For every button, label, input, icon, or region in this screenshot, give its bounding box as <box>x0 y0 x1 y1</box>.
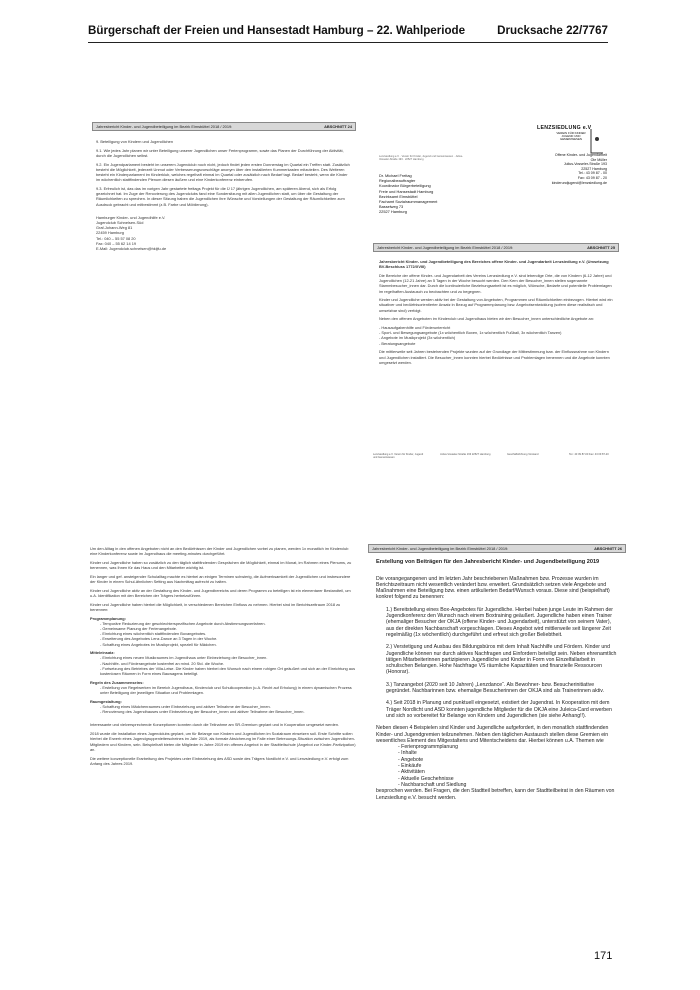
section-bar <box>92 122 356 131</box>
section-body <box>88 139 360 251</box>
list-item: - Einrichtung eines wöchentlich stattfindenden Boxangebotes. <box>100 631 356 636</box>
address-line: 22527 Hamburg <box>379 209 407 215</box>
recipient-address <box>379 173 437 215</box>
list-item: - Angebote <box>398 757 618 763</box>
paragraph: 9. Beteiligung von Kindern und Jugendlichen <box>96 139 174 144</box>
paragraph: 2018 wurde die Installation eines Jugendclubs geplant, um für Belange von Kindern und Jugendlichen im Sozialraum einsetzen soll. Erste Schritte sollen hierbei die Erwerb eines Jugendgruppenleiterscheines im Jahr 2019, als formale Absicherung im Falle einer Betreuungs-Situation zwischen Jugendlichen-Mitgliedern und Kindern, sein. Beispielhaft bieten die Mitglieder in Jahre 2019 ein offenes Angebot in der Stadtteilschule (Angebot zur Kinder-Partizipation) an. <box>90 731 356 752</box>
subsection-title: Mitteleinsatz: <box>90 650 115 656</box>
offer-list <box>379 325 615 346</box>
list-item: - Aktuelle Geschehnisse <box>398 776 618 782</box>
list-item: 2.) Verstetigung und Ausbau des Bildungsbüros mit dem Inhalt Nachhilfe und Fördern. Kinder und Jugendliche können nur durch aktives Nachfragen und Einfordern beteiligt sein. Neben ehrenamtlich tätigen Mitarbeiterinnen partizipieren Jugendliche und Kinder in Form von Einzelfallarbeit in schulischen Belangen. Hohe Nachfrage VS räumliche Kapazitäten und finanzielle Ressourcen (Honorar). <box>386 644 617 676</box>
list-item: - Einkäufe <box>398 763 618 769</box>
sign-line: Fax: 040 – 55 62 14 19 <box>96 240 137 246</box>
section-bar-title: Jahresbericht Kinder- und Jugendbeteiligung im Bezirk Eimsbüttel 2018 / 2019: <box>96 124 233 129</box>
header-rule <box>88 42 608 43</box>
sign-line: E-Mail: Jugendclub.schnelsen@hkijfu.de <box>96 245 167 251</box>
logo-sub-line: JUGEND UND <box>561 134 581 139</box>
scan-section-25-continued <box>88 546 358 950</box>
numbered-list <box>376 607 618 719</box>
topic-list <box>376 744 618 788</box>
logo-sub-line: GEMEINWESEN <box>559 137 582 142</box>
section-body <box>379 259 615 368</box>
scan-section-25 <box>365 125 623 425</box>
list-item: - Ferienprogrammplanung <box>398 744 618 750</box>
page-header <box>88 24 608 42</box>
paragraph: Kinder und Jugendliche haben so zusätzlich zu den täglich stattfindenden Gesprächen die Möglichkeit, einmal im Monat, im Rahmen eines Plenums, zu benennen, was Ihnen für das Haus und den Mitarbeiter wichtig ist. <box>90 559 352 571</box>
bullet-list <box>90 704 356 714</box>
section-bar-title: Jahresbericht Kinder- und Jugendbeteiligung im Bezirk Eimsbüttel 2018 / 2019: <box>372 546 509 551</box>
bullet-list <box>90 685 356 695</box>
address-line: Basselweg 73 <box>379 204 404 210</box>
list-item: - Einrichtung eines neuen Musikraumes im Jugendhaus unter Einbeziehung der Besucher_innen. <box>100 655 356 660</box>
list-item: - Fortsetzung des Betriebes der Villa-Leise. Die Kinder haben hierbei den Wunsch nach einem ruhigen Ort geäußert und sich an der Einrichtung aus kostenlosen Räumen in Form eines Bauwagens beteiligt. <box>100 666 356 676</box>
section-body <box>368 559 626 801</box>
footer-col: Lenzsiedlung e.V. Verein für Kinder, Jugend und Gemeinwesen <box>373 453 424 460</box>
subsection-title: Raumgestaltung: <box>90 698 122 704</box>
address-line: Koordinator Bürgerbeteiligung <box>379 183 431 189</box>
paragraph: Interessante und vielversprechende Konzeptionen konnten durch die Teilnahme am SR-Gremium geplant und in Kooperation umgesetzt werden. <box>90 722 340 728</box>
address-line: Bezirksamt Eimsbüttel <box>379 193 418 199</box>
list-item: - Aktivitäten <box>398 769 618 775</box>
section-bar-title: Jahresbericht Kinder- und Jugendbeteiligung im Bezirk Eimsbüttel 2018 / 2019: <box>377 245 514 250</box>
address-line: Fachamt Sozialraummanagement <box>379 199 438 205</box>
letter-footer <box>373 453 619 477</box>
footer-col: Julius-Vosseler-Straße 193 22527 Hamburg <box>440 453 491 456</box>
letter-heading: Jahresbericht Kinder- und Jugendbeteiligung des Bereiches offene Kinder- und Jugendarbeit Lenzsiedlung e.V. (Umsetzung BV-Beschluss 1772/XVIII) <box>379 259 609 270</box>
section-number: ABSCHNITT 25 <box>587 245 615 250</box>
list-item: - Schaffung eines Mädchenraumes unter Einbeziehung und aktiver Teilnahme der Besucher_innen. <box>100 704 356 709</box>
bullet-list <box>90 655 356 676</box>
list-item: - Schaffung eines Angebotes im Musikprojekt, speziell für Mädchen. <box>100 642 356 647</box>
sign-line: Graf-Johann-Weg 81 <box>96 225 133 231</box>
contact-line: Offene Kinder- und Jugendarbeit <box>554 153 607 157</box>
paragraph: Neben diesen 4 Beispielen sind Kinder und Jugendliche aufgefordert, in den monatlich stattfindenden Kinder- und Jugendgremien teilzunehmen. Neben den täglichen Austausch stellen diese Gremien ein wesentliches Element des Mitgestaltens und Mitentscheidens dar. Hierbei können u.A. Themen wie <box>376 725 609 744</box>
logo-sub-line: VEREIN FÜR KINDER <box>556 131 586 135</box>
paragraph: Kinder und Jugendliche werden aktiv bei der Gestaltung von Angeboten, Programmen und Räumlichkeiten einbezogen. Hierbei wird ein situativer und bedürfnisorientierter Ansatz in Bezug auf Programmplanung bzw. Angebotsentwicklung (sofern diese realistisch und umsetzbar sind) verfolgt. <box>379 297 613 313</box>
paragraph: Kinder und Jugendliche haben hierbei die Möglichkeit, in verschiedenen Bereichen Einfluss zu nehmen. Hierbei sind im Berichtszeitraum 2018 zu benennen: <box>90 601 341 612</box>
list-item: - Sport- und Bewegungsangebote (1x wöchentlich Boxen, 1x wöchentlich Fußball, 3x wöchentlich Tanzen) <box>379 330 615 335</box>
list-item: - Erweiterung des Angebotes Lenz-Dance an 3 Tagen in der Woche. <box>100 636 356 641</box>
paragraph: Um den Alltag in den offenen Angeboten nicht an den Bedürfnissen der Kinder und Jugendlichen vorbei zu planen, werden 1x monatlich im Kinderclub eine Kinderkonferenz sowie im Jugendhaus die meeting-minutes durchgeführt. <box>90 546 349 557</box>
paragraph: 9.2. Ein Jugendparlament besteht im unserem Jugendclub noch nicht, jedoch findet jeden ersten Donnerstag im Quartal ein Treffen statt. Zusätzlich besteht die Möglichkeit, jederzeit Unmut oder Verbesserungsvorschläge anonym über den installierten Kummerkasten mitzuteilen. Des Weiteren besteht ein Kinderparlament im Kinderklub, welches regelhaft einmal im Quartal oder zusätzlich nach Bedarf tagt. Bedarf besteht, wenn die Kinder im wöchentlich stattfindenden Plenum diesen äußern und eine Kinderkonferenz einberufen. <box>96 161 350 183</box>
sign-line: 22459 Hamburg <box>96 230 124 236</box>
list-item: 4.) Seit 2018 in Planung und punktuell eingesetzt, existiert der Jugendrat. In Kooperation mit dem Träger Nordlicht und ASD konnten jugendliche Mitglieder für die OKJA eine Juleica-Card erwerben und sich so vorbereitet für Belange von Kindern und Jugendlichen (sie siehe Anhang!!). <box>386 700 612 719</box>
section-body <box>88 546 358 766</box>
sign-line: Jugendclub Schnelsen-Süd <box>96 219 144 225</box>
list-item: - Nachbarschaft und Siedlung <box>398 782 618 788</box>
list-item: - Hausaufgabenhilfe und Förderunterricht <box>379 325 615 330</box>
contact-line: Julius-Vosseler-Straße 193 <box>563 162 607 167</box>
paragraph: Die mittlerweile seit Jahren bestehenden Projekte wurden auf der Grundlage der Mitbestimmung bzw. der Einflussnahme von Kindern und Jugendlichen installiert. Die Besucher_innen konnten hierbei Bedürfnisse und Problemlagen benennen und die Angebote konnten umgesetzt werden. <box>379 349 610 365</box>
paragraph: Ein langer und gef. ansteigender Schulalltag machte es hierbei an einigen Terminen schwierig, die Aufmerksamkeit der Jugendlichen und insbesondere der Kinder in einem Schul-ähnlichen Setting aus Nachmittag aufrecht zu halten. <box>90 573 351 585</box>
list-item: - Inhalte <box>398 750 618 756</box>
address-line: Dr. Michael Freitag <box>379 173 412 178</box>
paragraph: Kinder und Jugendliche aktiv an der Gestaltung des Kinder- und Jugendbereichs und deren Programm zu beteiligen ist ein elementarer Bestandteil, um u.A. Identifikation mit den Bereichen der Trägers herbeizuführen. <box>90 587 351 598</box>
paragraph: Die weitere konzeptionelle Erarbeitung des Projektes unter Einbeziehung des ASD sowie des Trägers Nordlicht e.V. und Lenzsiedlung e.V. erfolgt zum Anfang des Jahres 2019. <box>90 755 349 766</box>
footer-col: Tel.: 43 09 87-00 Fax: 43 09 87-20 <box>569 453 609 456</box>
section-number: ABSCHNITT 24 <box>324 124 352 129</box>
sign-line: Hamburger Kinder- und Jugendhilfe e.V. <box>96 214 166 220</box>
list-item: 3.) Tanzangebot (2020 seit 10 Jahren) „Lenzdance“. Als Bewohner- bzw. Besucherinitiative gegründet. Nachbarinnen bzw. ehemalige Besucherinnen der OKJA sind als Trainerinnen aktiv. <box>386 681 604 695</box>
page-number: 171 <box>594 950 613 962</box>
list-item: 1.) Bereitstellung eines Box-Angebotes für Jugendliche. Hierbei haben junge Leute im Rahmen der Jugendkonferenz den Wunsch nach einem Boxtraining geäußert. Jugendliche haben einen Trainer (ehemaliger Besucher der OKJA (offene Kinder- und Jugendarbeit), unterstützt von seinem Vater), aus der direkten Nachbarschaft vorgeschlagen. Dieses Angebot wird mittlerweile seit längerer Zeit regelmäßig (1x wöchentlich) durchgeführt und erfreut sich großer Beliebtheit. <box>386 606 613 638</box>
list-item: - Renovierung des Jugendhauses unter Einbeziehung der Besucher_innen und aktiver Teilnahme der Besucher_innen. <box>100 709 356 714</box>
list-item: - Angebote im Musikprojekt (3x wöchentlich) <box>379 335 615 340</box>
contact-line: kinderundjugend@lenzsiedlung.de <box>551 180 607 185</box>
logo-text: LENZSIEDLUNG e.V <box>537 125 592 131</box>
bullet-list <box>90 621 356 647</box>
contact-line: 22527 Hamburg <box>581 166 607 171</box>
list-item: - Gemeinsame Planung der Ferienangebote. <box>100 626 356 631</box>
paragraph: 9.1. Wie jedes Jahr planen wir unter Beteiligung unserer Jugendlichen unser Ferienprogramm, sowie das Planen der Durchführung der Aktivität, durch die Jugendlichen selbst. <box>96 147 344 158</box>
paragraph: 9.3. Erfreulich ist, das das im vorigen Jahr gestartete freitags Projekt für die Ü 17 jährigen Jugendlichen, am späteren Abend, sich als Erfolg gezeichnet hat. Im Zuge der Renovierung des Jugendclubs fand eine Sondersitzung mit allen Jugendlichen statt, um über die Gestaltung der Räumlichkeiten zu sprechen. In dieser Sitzung haben die Jugendlichen ihre Wünsche und Vorstellungen der Gestaltung der Räumlichkeiten zum Ausdruck gebracht und mitbestimmt (z.B. Farbe und Möblierung). <box>96 185 345 207</box>
subsection-title: Regeln des Zusammenseins: <box>90 679 144 685</box>
scan-section-24 <box>88 122 360 298</box>
sign-line: Tel.: 040 – 55 57 08 20 <box>96 235 136 241</box>
footer-col: Geschäftsführung Vorstand <box>507 453 539 456</box>
subsection-title: Programmplanung: <box>90 615 126 621</box>
address-line: Freie und Hansestadt Hamburg <box>379 188 434 194</box>
contact-line: Fax: 43 09 87 - 20 <box>577 175 607 180</box>
scan-section-26 <box>368 544 626 896</box>
doc-number: Drucksache 22/7767 <box>497 24 608 37</box>
section-bar <box>368 544 626 553</box>
list-item: - Nachhilfe- und Förderangebote kostenfrei an mind. 20 Std. die Woche. <box>100 661 356 666</box>
section-heading: Erstellung von Beiträgen für den Jahresbericht Kinder- und Jugendbeteiligung 2019 <box>376 559 600 565</box>
paragraph: besprochen werden. Bei Fragen, die den Stadtteil betreffen, kann der Stadtteilbeirat in den Räumen von Lenzsiedlung e.V. besucht werden. <box>376 788 615 801</box>
sender-line: Lenzsiedlung e.V. · Verein für Kinder, Jugend und Gemeinwesen · Julius-Vosseler-Straße 193 · 22527 Hamburg <box>379 155 463 161</box>
contact-line: Tel.: 43 09 87 - 00 <box>578 171 607 176</box>
list-item: - Beratungsangebote <box>379 341 615 346</box>
signature-block <box>96 215 352 251</box>
list-item: - Erstellung von Regelwerken im Bereich Jugendhaus, Kinderclub und Schulkooperation (u.A. Recht auf Erholung) in einem dynamischen Prozess unter Beteiligung der jeweiligen Situation und Problemlagen. <box>100 685 356 695</box>
address-line: Regionalbeauftragter <box>379 178 416 184</box>
section-number: ABSCHNITT 26 <box>594 546 622 551</box>
contact-line: Ole Müller <box>590 157 607 162</box>
paragraph: Neben den offenen Angeboten im Kinderclub und Jugendhaus bieten wir den Besucher_innen unterschiedliche Angebote an: <box>379 316 594 322</box>
paragraph: Die Bereiche der offene Kinder- und Jugendarbeit des Vereins Lenzsiedlung e.V. sind lebendige Orte, die von Kindern (6-12 Jahre) und Jugendlichen (12-21 Jahre) an 5 Tagen in der Woche besucht werden. Den Kern der Besucher_innen stellen sogenannte Stammbesucher_innen dar. Durch die kontinuierliche Beziehungsarbeit ist es möglich, Wünsche, Bedarfe und potentielle Problemlagen im regelhaften Austausch zu beobachten und zu begegnen. <box>379 272 612 294</box>
paragraph: Die vorangegangenen und im letzten Jahr beschriebenen Maßnahmen bzw. Prozesse wurden im Berichtszeitraum nicht wesentlich verändert bzw. erweitert. Grundsätzlich setzen viele Angebote und Maßnahmen eine Beteiligung bzw. einen artikulierten Bedarf/Wunsch voraus. Diese sind (beispielhaft) konkret folgend zu benennen: <box>376 575 610 601</box>
list-item: - Temporäre Reduzierung der geschlechterspezifischen Angebote durch Abstimmungsverfahren. <box>100 621 356 626</box>
section-bar <box>373 243 619 252</box>
header-title: Bürgerschaft der Freien und Hansestadt Hamburg – 22. Wahlperiode <box>88 24 466 37</box>
sender-contact <box>552 153 607 185</box>
